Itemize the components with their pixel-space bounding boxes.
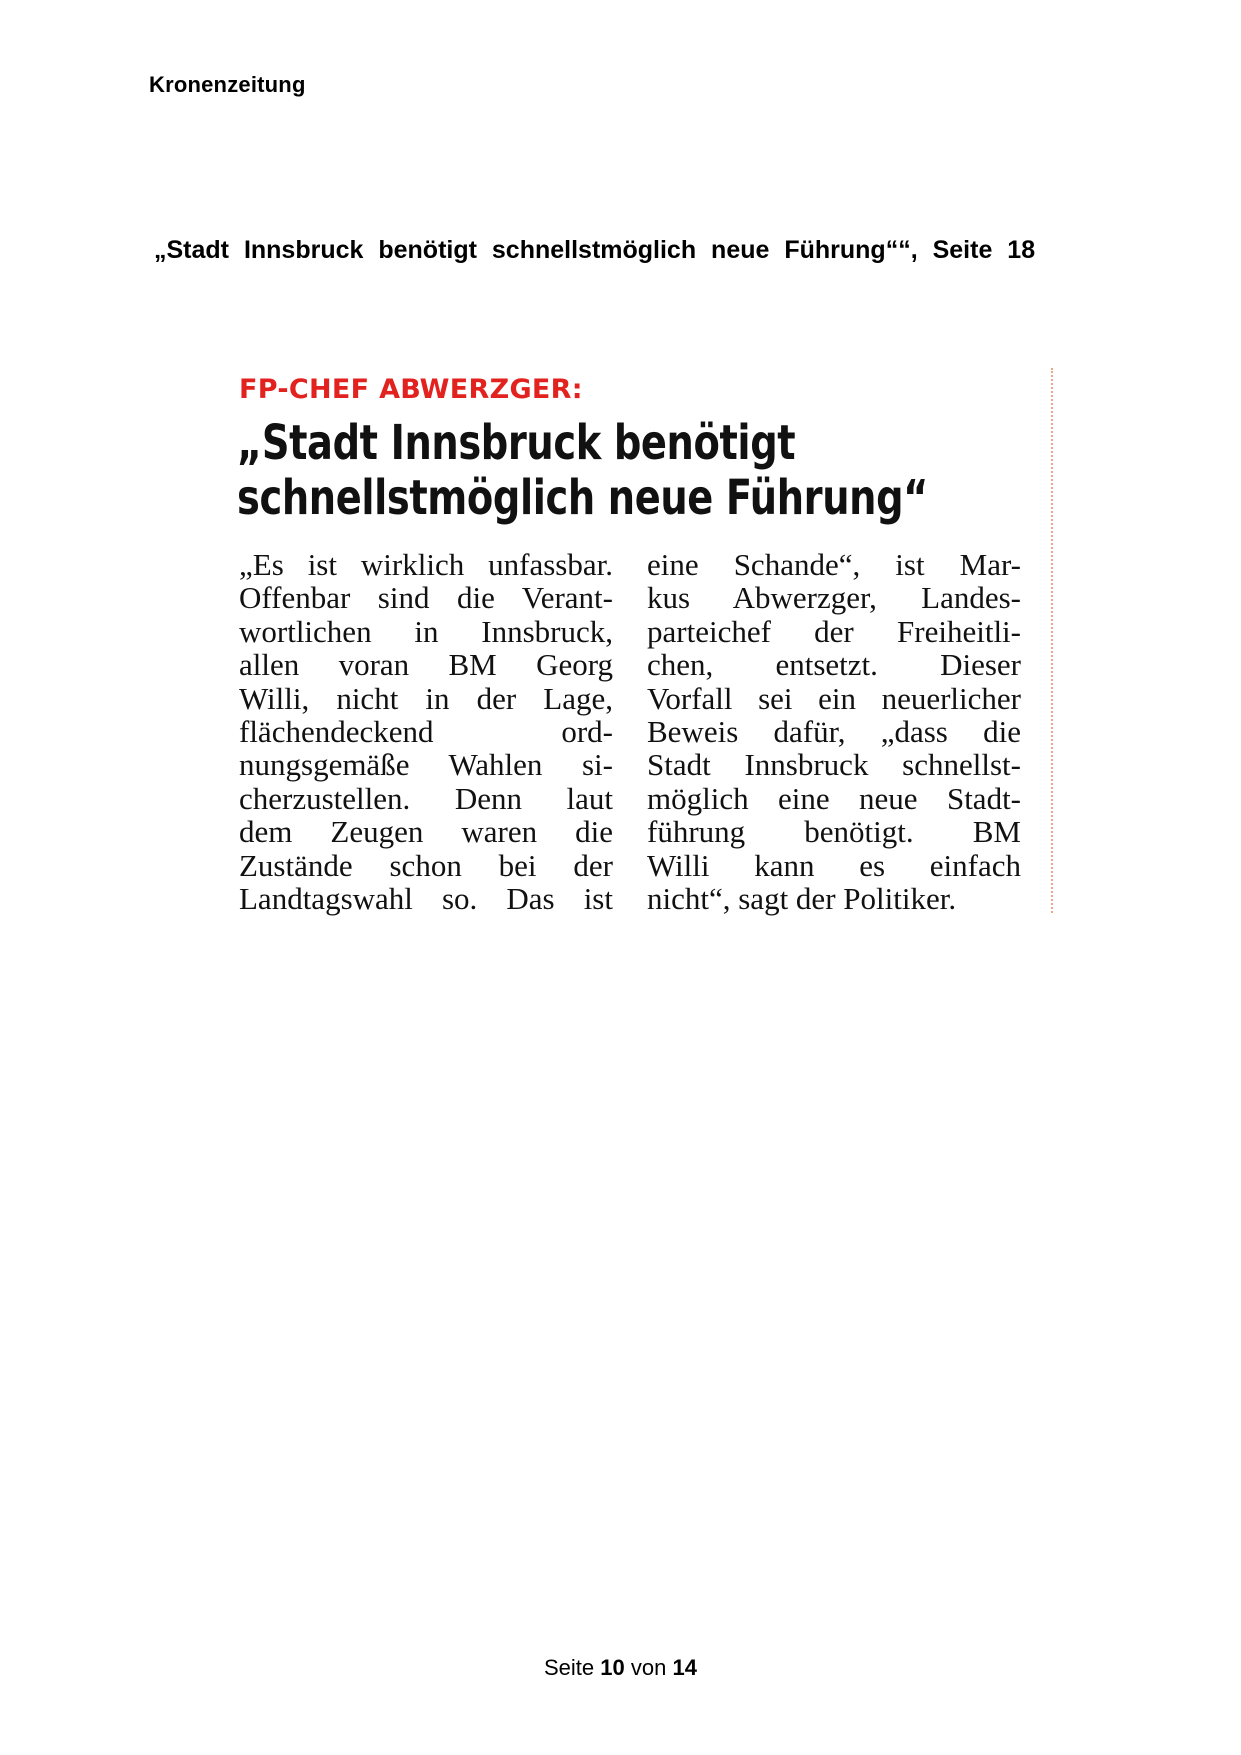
text-line: Zustände schon bei der <box>239 847 613 883</box>
clipping-column-left <box>239 548 613 915</box>
clipping-title-line: „Stadt Innsbruck benötigt <box>237 415 796 471</box>
text-line: Landtagswahl so. Das ist <box>239 880 613 916</box>
text-line: kus Abwerzger, Landes- <box>647 580 1021 616</box>
text-line: führung benötigt. BM <box>647 814 1021 850</box>
text-line: Stadt Innsbruck schnellst- <box>647 747 1021 783</box>
clipping-kicker: FP-CHEF ABWERZGER: <box>239 374 583 405</box>
source-label: Kronenzeitung <box>149 72 306 97</box>
text-line: Vorfall sei ein neuerlicher <box>647 680 1021 716</box>
text-line: „Es ist wirklich unfassbar. <box>239 547 613 582</box>
text-line: flächendeckend ord- <box>239 713 613 749</box>
text-line: möglich eine neue Stadt- <box>647 780 1021 816</box>
text-line: cherzustellen. Denn laut <box>239 780 613 816</box>
text-line: dem Zeugen waren die <box>239 814 613 850</box>
footer-page-number: 10 <box>600 1655 625 1680</box>
clipping-column-right <box>647 548 1021 915</box>
text-line: eine Schande“, ist Mar- <box>647 547 1021 582</box>
text-line: chen, entsetzt. Dieser <box>647 647 1021 683</box>
text-line: Offenbar sind die Verant- <box>239 580 613 616</box>
newspaper-clipping <box>235 368 1055 916</box>
footer-page-total: 14 <box>672 1655 697 1680</box>
clipping-title <box>237 416 928 526</box>
clipping-title-line: schnellstmöglich neue Führung“ <box>237 470 929 526</box>
text-line: nungsgemäße Wahlen si- <box>239 747 613 783</box>
text-line: wortlichen in Innsbruck, <box>239 613 613 649</box>
article-headline: „Stadt Innsbruck benötigt schnellstmöglich neue Führung““, Seite 18 <box>154 236 1036 264</box>
text-line: allen voran BM Georg <box>239 647 613 683</box>
footer-prefix: Seite <box>544 1655 595 1680</box>
text-line: Beweis dafür, „dass die <box>647 713 1021 749</box>
clipping-border <box>1051 368 1053 913</box>
text-line: parteichef der Freiheitli- <box>647 613 1021 649</box>
text-line: Willi kann es einfach <box>647 847 1021 883</box>
text-line: nicht“, sagt der Politiker. <box>647 880 957 916</box>
page-footer <box>0 1655 1241 1681</box>
footer-middle: von <box>630 1655 667 1680</box>
text-line: Willi, nicht in der Lage, <box>239 680 613 716</box>
